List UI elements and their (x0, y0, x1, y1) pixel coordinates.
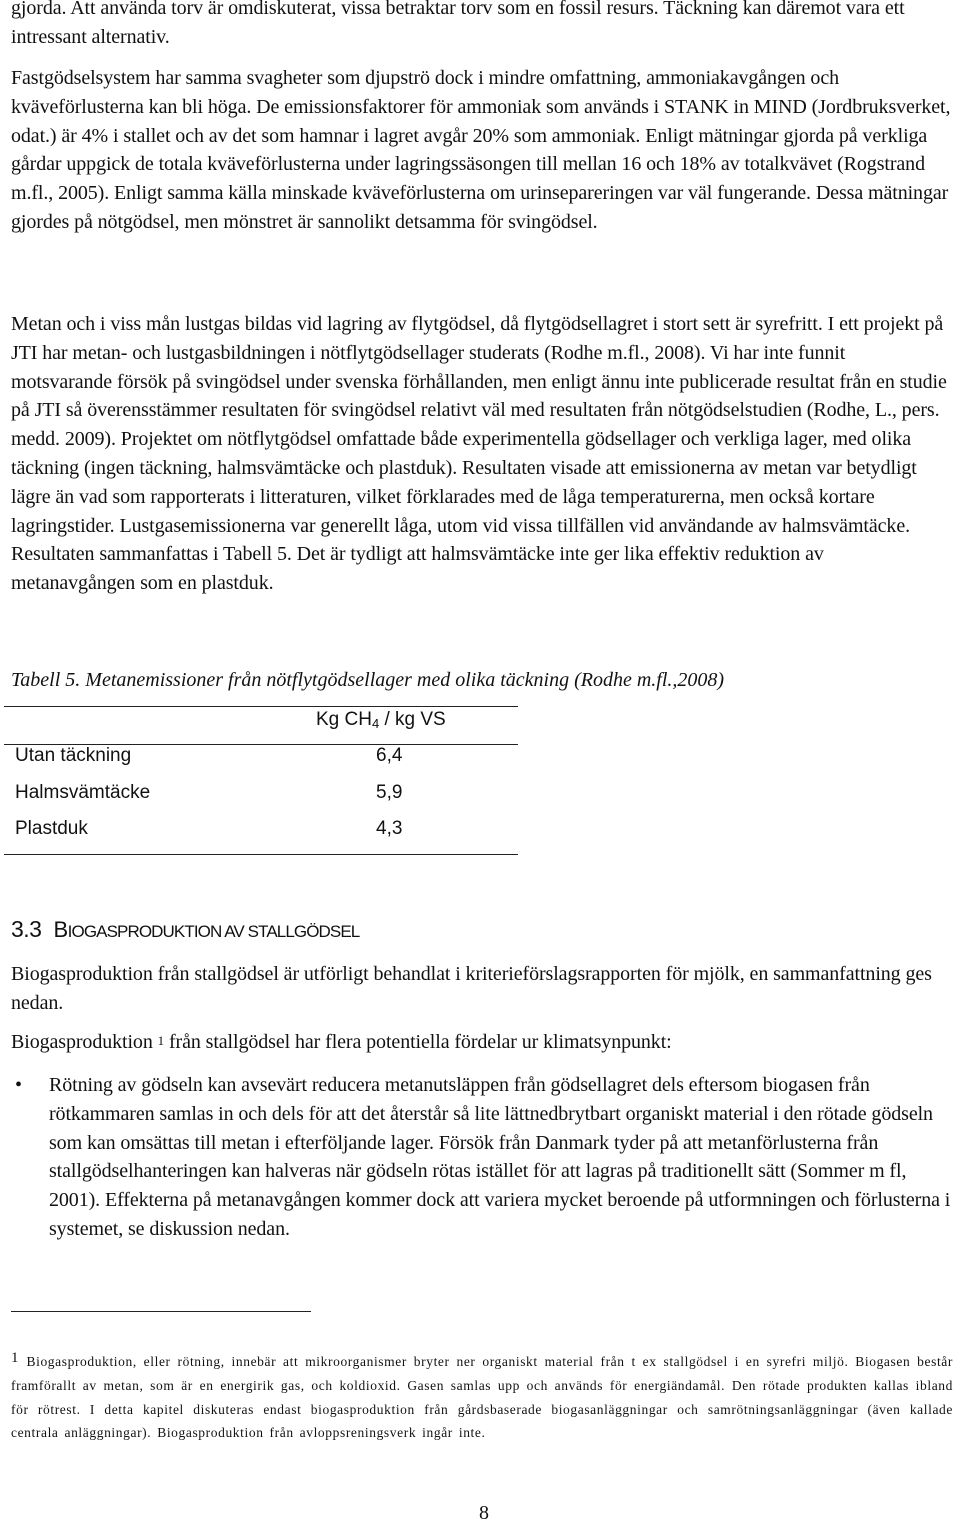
footnote-reference[interactable]: 1 (157, 1033, 165, 1048)
row-label: Plastduk (15, 818, 88, 839)
table-top-rule (4, 706, 518, 707)
row-label: Utan täckning (15, 745, 132, 766)
footnote-text: Biogasproduktion, eller rötning, innebär att mikroorganismer bryter ner organiskt material från t ex stallgödsel i en syrefri miljö. Biogasen består framförallt av metan, som är en energirik gas, och koldioxid. Gasen samlas upp och används för energiändamål. Den rötade produkten kallas ibland för rötrest. I detta kapitel diskuteras endast biogasproduktion från gårdsbaserade biogasanläggningar och samrötningsanläggningar (även kallade centrala anläggningar). Biogasproduktion från avloppsreningsverk ingår inte. (11, 1354, 953, 1440)
page-number: 8 (479, 1502, 489, 1524)
row-value: 5,9 (376, 782, 403, 803)
footnote-number: 1 (11, 1350, 19, 1366)
row-value: 4,3 (376, 818, 403, 839)
bullet-item-text: Rötning av gödseln kan avsevärt reducera metanutsläppen från gödsellagret dels eftersom biogasen från rötkammaren samlas in och dels för att det återstår så lite lättnedbrytbart organiskt material i den rötade gödseln som kan omsättas till metan i efterföljande lager. Försök från Danmark tyder på att metanförlusterna från stallgödselhanteringen kan halveras när gödseln rötas istället för att lagras på traditionellt sätt (Sommer m fl, 2001). Effekterna på metanavgången kommer dock att variera mycket beroende på utformningen och förlusterna i systemet, se diskussion nedan. (49, 1074, 951, 1240)
footnote (11, 1350, 953, 1444)
section-title-rest: IOGASPRODUKTION AV STALLGÖDSEL (67, 922, 360, 941)
paragraph-peat: gjorda. Att använda torv är omdiskuterat, vissa betraktar torv som en fossil resurs. Täckning kan däremot vara ett intressant alternativ. (11, 0, 905, 48)
paragraph-biogas-intro: Biogasproduktion från stallgödsel är utförligt behandlat i kriterieförslagsrapporten för mjölk, en sammanfattning ges nedan. (11, 963, 932, 1014)
methane-emission-table (4, 706, 518, 856)
table-row (15, 745, 415, 773)
table-row (15, 818, 415, 846)
bullet-icon: • (15, 1074, 23, 1096)
table-bottom-rule (4, 854, 518, 855)
paragraph-biogas-benefits: Biogasproduktion $^1$ från stallgödsel har flera potentiella fördelar ur klimatsynpunkt: (11, 1031, 672, 1053)
table-caption: Tabell 5. Metanemissioner från nötflytgödsellager med olika täckning (Rodhe m.fl.,2008) (11, 669, 725, 691)
footnote-separator (11, 1311, 311, 1312)
row-value: 6,4 (376, 745, 403, 766)
row-label: Halmsvämtäcke (15, 782, 151, 803)
paragraph-methane-storage: Metan och i viss mån lustgas bildas vid lagring av flytgödsel, då flytgödsellagret i stort sett är syrefritt. I ett projekt på JTI har metan- och lustgasbildningen i nötflytgödsellager studerats (Rodhe m.fl., 2008). Vi har inte funnit motsvarande försök på svingödsel under svenska förhållanden, men enligt ännu inte publicerade resultat från en studie på JTI så överensstämmer resultaten för svingödsel relativt väl med resultaten från nötgödselstudien (Rodhe, L., pers. medd. 2009). Projektet om nötflytgödsel omfattade både experimentella gödsellager och verkliga lager, med olika täckning (ingen täckning, halmsvämtäcke och plastduk). Resultaten visade att emissionerna av metan var betydligt lägre än vad som rapporterats i litteraturen, vilket förklarades med de låga temperaturerna, men också kortare lagringstider. Lustgasemissionerna var generellt låga, utom vid vissa tillfällen vid användande av halmsvämtäcke. Resultaten sammanfattas i Tabell 5. Det är tydligt att halmsvämtäcke inte ger lika effektiv reduktion av metanavgången som en plastduk. (11, 313, 947, 595)
section-title-initial: B (53, 917, 68, 942)
table-header-unit: Kg $CH_4$ / kg VS (316, 709, 446, 731)
section-heading (11, 912, 359, 949)
paragraph-solid-manure: Fastgödselsystem har samma svagheter som djupströ dock i mindre omfattning, ammoniakavgången och kväveförlusterna kan bli höga. De emissionsfaktorer för ammoniak som används i STANK in MIND (Jordbruksverket, odat.) är 4% i stallet och av det som hamnar i lagret avgår 20% som ammoniak. Enligt mätningar gjorda på verkliga gårdar uppgick de totala kväveförlusterna under lagringssäsongen till mellan 16 och 18% av totalkvävet (Rogstrand m.fl., 2005). Enligt samma källa minskade kväveförlusterna om urinsepareringen var väl fungerande. Dessa mätningar gjordes på nötgödsel, men mönstret är sannolikt detsamma för svingödsel. (11, 67, 951, 233)
table-row (15, 782, 415, 810)
section-number: 3.3 (11, 916, 42, 942)
